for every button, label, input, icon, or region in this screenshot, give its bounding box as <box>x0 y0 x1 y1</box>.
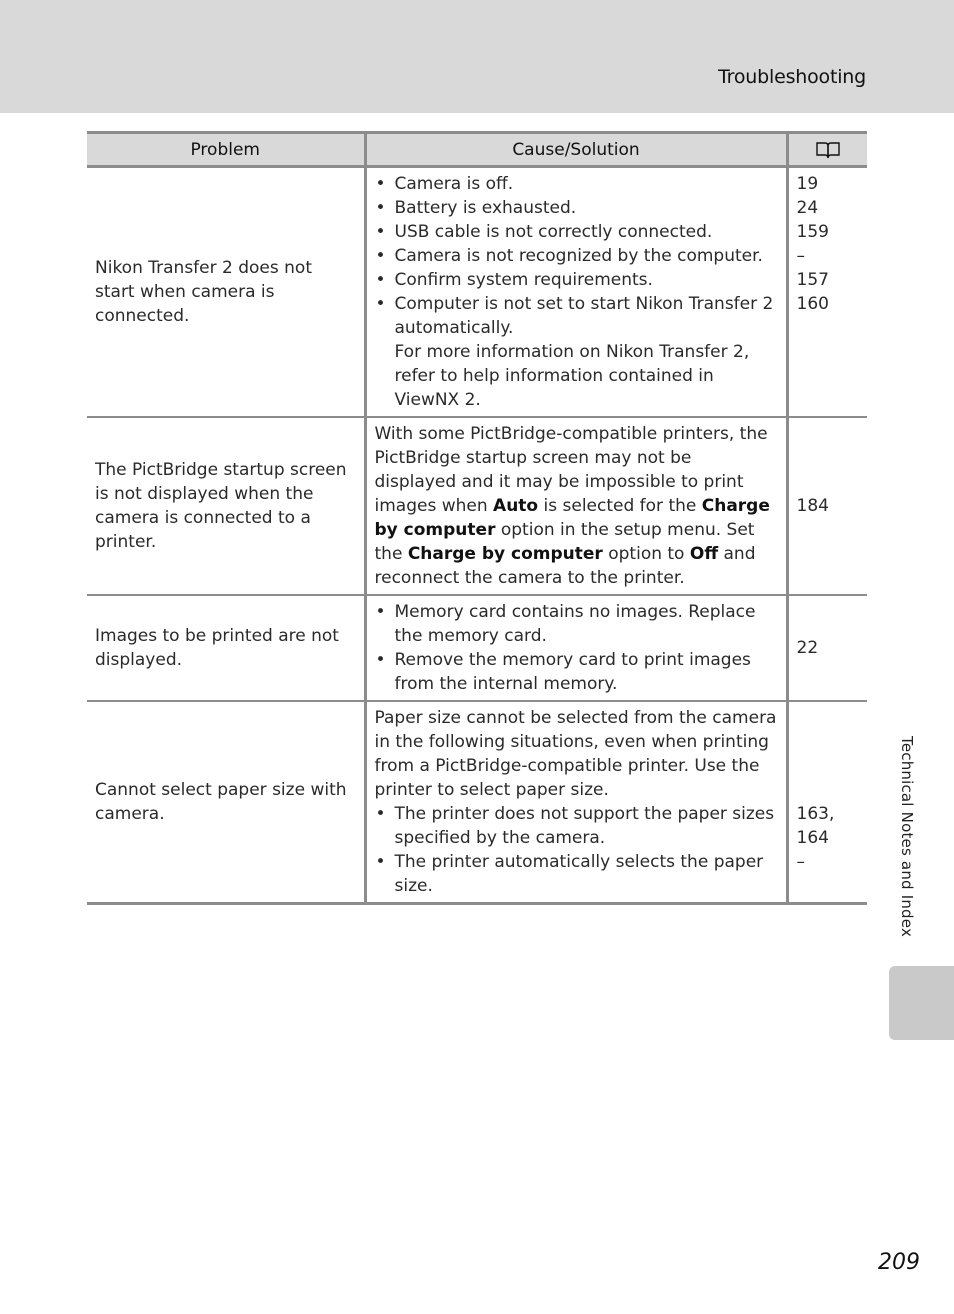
setting-name-charge-by-computer: Charge by computer <box>374 496 770 540</box>
page-reference-cell <box>787 701 867 904</box>
solution-list <box>375 802 778 898</box>
page-ref: 163, <box>796 804 835 824</box>
page-reference-cell <box>787 595 867 701</box>
troubleshooting-table <box>87 131 867 905</box>
problem-cell: Images to be printed are not displayed. <box>87 595 365 701</box>
page-ref: 157 <box>796 270 829 290</box>
list-item: • Memory card contains no images. Replace the memory card. <box>375 600 778 648</box>
solution-cell <box>365 167 787 418</box>
page-ref: 164 <box>796 828 829 848</box>
solution-text: option to <box>602 544 690 564</box>
setting-value-off: Off <box>689 544 719 564</box>
column-header-cause-solution: Cause/Solution <box>365 133 787 167</box>
page-ref: 184 <box>796 496 829 516</box>
solution-cell <box>365 595 787 701</box>
side-thumb-tab <box>889 966 954 1040</box>
column-header-page-reference <box>787 133 867 167</box>
list-item: • Confirm system requirements. <box>375 268 778 292</box>
column-header-problem: Problem <box>87 133 365 167</box>
table-row <box>87 417 867 595</box>
list-item: • The printer automatically selects the paper size. <box>375 850 778 898</box>
spacer <box>797 706 860 802</box>
page-ref: – <box>796 246 805 266</box>
page-reference-cell <box>787 167 867 418</box>
list-item <box>375 292 778 412</box>
table-row <box>87 701 867 904</box>
solution-intro: Paper size cannot be selected from the camera in the following situations, even when printing from a PictBridge-compatible printer. Use the printer to select paper size. <box>374 708 777 800</box>
solution-text: and reconnect the camera to the printer. <box>374 544 756 588</box>
page-ref: – <box>796 852 805 872</box>
header-band <box>0 0 954 113</box>
solution-text: option in the setup menu. Set the <box>374 520 755 564</box>
list-item-note: For more information on Nikon Transfer 2, refer to help information contained in ViewNX 2. <box>394 342 750 410</box>
problem-cell: Nikon Transfer 2 does not start when camera is connected. <box>87 167 365 418</box>
book-icon <box>815 141 841 159</box>
solution-list <box>375 600 778 696</box>
page-ref: 24 <box>796 198 819 218</box>
solution-cell <box>365 417 787 595</box>
solution-list <box>375 172 778 412</box>
list-item: • Remove the memory card to print images from the internal memory. <box>375 648 778 696</box>
list-item: • Camera is off. <box>375 172 778 196</box>
solution-cell <box>365 701 787 904</box>
list-item: • Camera is not recognized by the computer. <box>375 244 778 268</box>
list-item-text: Computer is not set to start Nikon Transfer 2 automatically. <box>394 294 774 338</box>
page-ref: 160 <box>796 294 829 314</box>
side-section-label: Technical Notes and Index <box>898 736 916 938</box>
page-ref: 22 <box>796 638 819 658</box>
page-number: 209 <box>878 1250 920 1275</box>
page-ref: 159 <box>796 222 829 242</box>
section-title: Troubleshooting <box>718 66 866 88</box>
table-header-row <box>87 133 867 167</box>
setting-name-charge-by-computer: Charge by computer <box>407 544 603 564</box>
solution-text: With some PictBridge-compatible printers, the PictBridge startup screen may not be displayed and it may be impossible to print images when <box>374 424 768 516</box>
problem-cell: The PictBridge startup screen is not displayed when the camera is connected to a printer. <box>87 417 365 595</box>
problem-cell: Cannot select paper size with camera. <box>87 701 365 904</box>
list-item: • Battery is exhausted. <box>375 196 778 220</box>
list-item: • USB cable is not correctly connected. <box>375 220 778 244</box>
page-ref: 19 <box>796 174 819 194</box>
table-row <box>87 167 867 418</box>
setting-value-auto: Auto <box>493 496 539 516</box>
solution-text: is selected for the <box>538 496 702 516</box>
page-reference-cell <box>787 417 867 595</box>
table-row <box>87 595 867 701</box>
list-item: • The printer does not support the paper sizes specified by the camera. <box>375 802 778 850</box>
